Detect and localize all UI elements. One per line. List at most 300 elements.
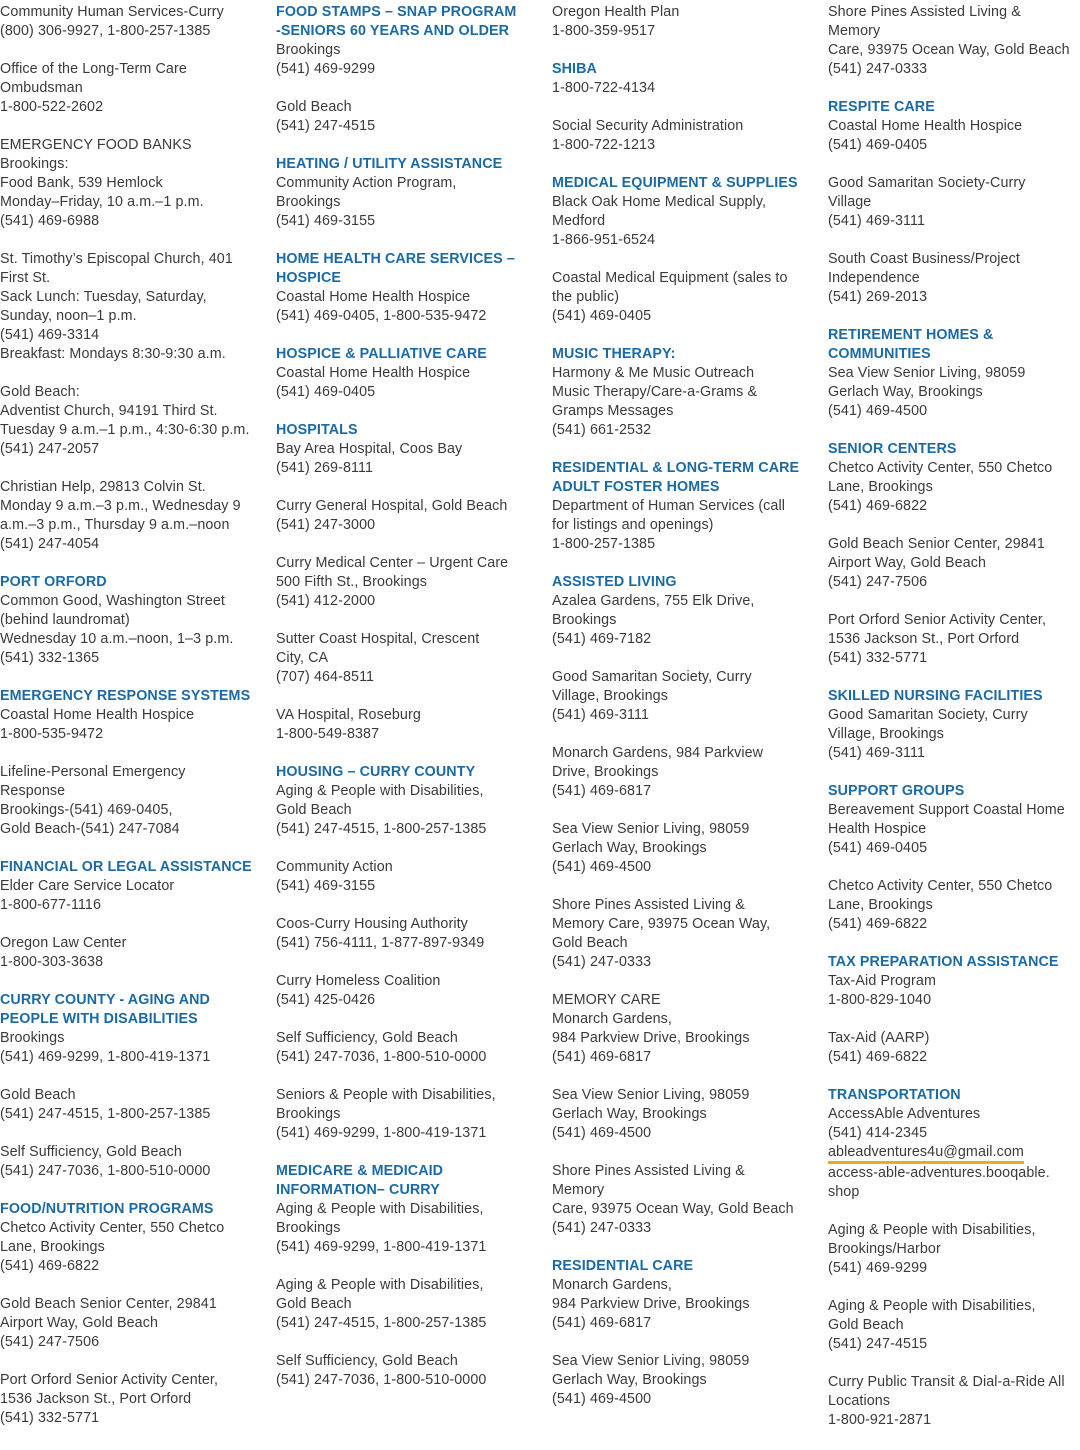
entry-text: (541) 469-9299, 1-800-419-1371 xyxy=(276,1239,487,1255)
entry-text: Good Samaritan Society, Curry xyxy=(552,669,752,685)
entry-text: for listings and openings) xyxy=(552,517,714,533)
entry-text: (800) 306-9927, 1-800-257-1385 xyxy=(0,23,211,39)
entry-text: (541) 469-6817 xyxy=(552,1049,652,1065)
spacer xyxy=(0,1067,250,1086)
section-heading: INFORMATION– CURRY xyxy=(276,1182,440,1198)
section-heading: CURRY COUNTY - AGING AND xyxy=(0,992,210,1008)
entry-text: Common Good, Washington Street xyxy=(0,593,225,609)
entry-text: Office of the Long-Term Care xyxy=(0,61,187,77)
entry-text: 1-800-829-1040 xyxy=(828,992,932,1008)
section-heading: TRANSPORTATION xyxy=(828,1087,961,1103)
entry-text: Medford xyxy=(552,213,606,229)
section-heading: HOUSING – CURRY COUNTY xyxy=(276,764,476,780)
entry-text: Aging & People with Disabilities, xyxy=(828,1222,1036,1238)
spacer xyxy=(828,79,1078,98)
entry-text: Independence xyxy=(828,270,920,286)
entry-text: Aging & People with Disabilities, xyxy=(276,1277,484,1293)
entry-text: Good Samaritan Society, Curry xyxy=(828,707,1028,723)
entry-text: (behind laundromat) xyxy=(0,612,130,628)
entry-text: Bay Area Hospital, Coos Bay xyxy=(276,441,463,457)
entry-text: Lane, Brookings xyxy=(828,479,933,495)
entry-text: Ombudsman xyxy=(0,80,83,96)
spacer xyxy=(0,1276,250,1295)
entry-text: Health Hospice xyxy=(828,821,927,837)
entry-text: Community Action xyxy=(276,859,393,875)
entry-text: Coastal Home Health Hospice xyxy=(828,118,1023,134)
spacer xyxy=(552,250,802,269)
entry-text: (541) 469-4500 xyxy=(552,1391,652,1407)
entry-text: Food Bank, 539 Hemlock xyxy=(0,175,163,191)
entry-text: Care, 93975 Ocean Way, Gold Beach xyxy=(552,1201,794,1217)
entry-text: (541) 756-4111, 1-877-897-9349 xyxy=(276,935,485,951)
entry-text: (541) 469-3155 xyxy=(276,878,376,894)
entry-text: Black Oak Home Medical Supply, xyxy=(552,194,767,210)
entry-text: (541) 412-2000 xyxy=(276,593,376,609)
entry-text: (541) 247-7036, 1-800-510-0000 xyxy=(276,1049,487,1065)
entry-text: Gold Beach xyxy=(276,99,352,115)
email-link[interactable]: ableadventures4u@gmail.com xyxy=(828,1144,1024,1164)
entry-text: Elder Care Service Locator xyxy=(0,878,175,894)
entry-text: (541) 414-2345 xyxy=(828,1125,928,1141)
spacer xyxy=(0,839,250,858)
entry-text: Brookings-(541) 469-0405, xyxy=(0,802,173,818)
entry-text: Locations xyxy=(828,1393,891,1409)
spacer xyxy=(276,402,526,421)
entry-text: (541) 469-6822 xyxy=(828,916,928,932)
spacer xyxy=(0,41,250,60)
spacer xyxy=(828,231,1078,250)
spacer xyxy=(276,478,526,497)
spacer xyxy=(276,1257,526,1276)
section-heading: SKILLED NURSING FACILITIES xyxy=(828,688,1043,704)
entry-text: (541) 247-4054 xyxy=(0,536,100,552)
spacer xyxy=(552,440,802,459)
entry-text: (541) 247-4515, 1-800-257-1385 xyxy=(0,1106,211,1122)
entry-text: Gold Beach-(541) 247-7084 xyxy=(0,821,180,837)
spacer xyxy=(552,1333,802,1352)
entry-text: Gold Beach xyxy=(828,1317,904,1333)
entry-text: (541) 469-9299, 1-800-419-1371 xyxy=(0,1049,211,1065)
section-heading: COMMUNITIES xyxy=(828,346,931,362)
entry-text: (541) 332-5771 xyxy=(0,1410,100,1426)
entry-text: Gold Beach xyxy=(276,1296,352,1312)
spacer xyxy=(276,744,526,763)
entry-text: 1536 Jackson St., Port Orford xyxy=(828,631,1020,647)
entry-text: Brookings xyxy=(276,1106,341,1122)
section-heading: ADULT FOSTER HOMES xyxy=(552,479,720,495)
entry-text: Tax-Aid (AARP) xyxy=(828,1030,930,1046)
entry-text: Gold Beach xyxy=(0,1087,76,1103)
entry-text: Gold Beach xyxy=(552,935,628,951)
entry-text: the public) xyxy=(552,289,620,305)
entry-text: Wednesday 10 a.m.–noon, 1–3 p.m. xyxy=(0,631,234,647)
entry-text: (541) 469-0405 xyxy=(828,137,928,153)
spacer xyxy=(276,535,526,554)
entry-text: (541) 247-4515, 1-800-257-1385 xyxy=(276,1315,487,1331)
spacer xyxy=(552,155,802,174)
entry-text: 1-800-535-9472 xyxy=(0,726,104,742)
entry-text: South Coast Business/Project xyxy=(828,251,1020,267)
entry-text: Oregon Law Center xyxy=(0,935,127,951)
section-heading: TAX PREPARATION ASSISTANCE xyxy=(828,954,1059,970)
entry-text: Gerlach Way, Brookings xyxy=(552,1372,707,1388)
entry-text: Shore Pines Assisted Living & xyxy=(828,4,1021,20)
entry-text: Coastal Home Health Hospice xyxy=(276,365,471,381)
entry-text: Drive, Brookings xyxy=(552,764,659,780)
spacer xyxy=(276,1143,526,1162)
entry-text: (541) 247-7036, 1-800-510-0000 xyxy=(276,1372,487,1388)
entry-text: Curry Public Transit & Dial-a-Ride All xyxy=(828,1374,1065,1390)
entry-text: 1-800-921-2871 xyxy=(828,1412,932,1428)
entry-text: (541) 247-4515 xyxy=(828,1336,928,1352)
entry-text: (541) 247-3000 xyxy=(276,517,376,533)
entry-text: Curry Medical Center – Urgent Care xyxy=(276,555,509,571)
entry-text: 1-866-951-6524 xyxy=(552,232,656,248)
spacer xyxy=(0,668,250,687)
spacer xyxy=(828,307,1078,326)
section-heading: PEOPLE WITH DISABILITIES xyxy=(0,1011,198,1027)
entry-text: Tax-Aid Program xyxy=(828,973,936,989)
entry-text: 1-800-359-9517 xyxy=(552,23,656,39)
section-heading: SUPPORT GROUPS xyxy=(828,783,965,799)
entry-text: (541) 332-5771 xyxy=(828,650,928,666)
spacer xyxy=(276,687,526,706)
entry-text: Memory Care, 93975 Ocean Way, xyxy=(552,916,771,932)
entry-text: Brookings xyxy=(552,612,617,628)
entry-text: Sunday, noon–1 p.m. xyxy=(0,308,137,324)
entry-text: Community Action Program, xyxy=(276,175,457,191)
entry-text: (541) 469-3111 xyxy=(828,745,926,761)
spacer xyxy=(552,554,802,573)
entry-text: Sea View Senior Living, 98059 xyxy=(828,365,1026,381)
entry-text: Good Samaritan Society-Curry xyxy=(828,175,1026,191)
entry-text: 1-800-303-3638 xyxy=(0,954,104,970)
spacer xyxy=(828,1278,1078,1297)
entry-text: (541) 469-4500 xyxy=(552,1125,652,1141)
spacer xyxy=(828,421,1078,440)
entry-text: Port Orford Senior Activity Center, xyxy=(0,1372,219,1388)
entry-text: Monday–Friday, 10 a.m.–1 p.m. xyxy=(0,194,204,210)
spacer xyxy=(552,1143,802,1162)
entry-text: City, CA xyxy=(276,650,329,666)
entry-text: Aging & People with Disabilities, xyxy=(276,783,484,799)
entry-text: a.m.–3 p.m., Thursday 9 a.m.–noon xyxy=(0,517,230,533)
entry-text: MEMORY CARE xyxy=(552,992,661,1008)
spacer xyxy=(552,1067,802,1086)
entry-text: (541) 469-0405 xyxy=(828,840,928,856)
entry-text: (541) 425-0426 xyxy=(276,992,376,1008)
entry-text: Monarch Gardens, xyxy=(552,1277,673,1293)
entry-text: (541) 469-9299 xyxy=(828,1260,928,1276)
spacer xyxy=(0,364,250,383)
entry-text: (541) 469-6817 xyxy=(552,783,652,799)
entry-text: shop xyxy=(828,1184,860,1200)
entry-text: 1-800-522-2602 xyxy=(0,99,104,115)
directory-column-4 xyxy=(828,3,1078,1430)
section-heading: FOOD STAMPS – SNAP PROGRAM xyxy=(276,4,517,20)
entry-text: (541) 332-1365 xyxy=(0,650,100,666)
entry-text: Azalea Gardens, 755 Elk Drive, xyxy=(552,593,755,609)
entry-text: Self Sufficiency, Gold Beach xyxy=(0,1144,182,1160)
entry-text: Gold Beach Senior Center, 29841 xyxy=(828,536,1045,552)
email-link-line xyxy=(828,1143,1078,1164)
entry-text: Memory xyxy=(828,23,881,39)
entry-text: (541) 269-2013 xyxy=(828,289,928,305)
entry-text: (541) 469-4500 xyxy=(552,859,652,875)
entry-text: Chetco Activity Center, 550 Chetco xyxy=(828,878,1053,894)
entry-text: Sea View Senior Living, 98059 xyxy=(552,821,750,837)
entry-text: Self Sufficiency, Gold Beach xyxy=(276,1030,458,1046)
section-heading: FOOD/NUTRITION PROGRAMS xyxy=(0,1201,214,1217)
spacer xyxy=(828,763,1078,782)
entry-text: Memory xyxy=(552,1182,605,1198)
entry-text: VA Hospital, Roseburg xyxy=(276,707,421,723)
entry-text: Brookings xyxy=(276,194,341,210)
spacer xyxy=(276,79,526,98)
spacer xyxy=(828,516,1078,535)
spacer xyxy=(828,592,1078,611)
section-heading: HOSPITALS xyxy=(276,422,358,438)
directory-column-3 xyxy=(552,3,802,1409)
entry-text: Sea View Senior Living, 98059 xyxy=(552,1353,750,1369)
entry-text: (541) 247-0333 xyxy=(552,954,652,970)
entry-text: Village xyxy=(828,194,872,210)
section-heading: RESPITE CARE xyxy=(828,99,935,115)
entry-text: Sack Lunch: Tuesday, Saturday, xyxy=(0,289,207,305)
entry-text: (541) 247-7506 xyxy=(828,574,928,590)
spacer xyxy=(0,1124,250,1143)
spacer xyxy=(552,649,802,668)
spacer xyxy=(552,41,802,60)
entry-text: (541) 469-9299 xyxy=(276,61,376,77)
spacer xyxy=(552,972,802,991)
entry-text: Community Human Services-Curry xyxy=(0,4,224,20)
spacer xyxy=(0,972,250,991)
entry-text: Bereavement Support Coastal Home xyxy=(828,802,1065,818)
entry-text: (541) 469-6822 xyxy=(828,1049,928,1065)
spacer xyxy=(828,668,1078,687)
section-heading: HEATING / UTILITY ASSISTANCE xyxy=(276,156,503,172)
entry-text: Seniors & People with Disabilities, xyxy=(276,1087,496,1103)
entry-text: Shore Pines Assisted Living & xyxy=(552,897,745,913)
section-heading: SENIOR CENTERS xyxy=(828,441,957,457)
spacer xyxy=(0,231,250,250)
entry-text: Christian Help, 29813 Colvin St. xyxy=(0,479,206,495)
entry-text: 1-800-677-1116 xyxy=(0,897,102,913)
entry-text: Brookings xyxy=(276,42,341,58)
section-heading: MEDICAL EQUIPMENT & SUPPLIES xyxy=(552,175,798,191)
entry-text: Coastal Home Health Hospice xyxy=(276,289,471,305)
entry-text: Gold Beach xyxy=(276,802,352,818)
spacer xyxy=(552,1238,802,1257)
entry-text: Lifeline-Personal Emergency xyxy=(0,764,186,780)
entry-text: (541) 469-3314 xyxy=(0,327,100,343)
entry-text: Aging & People with Disabilities, xyxy=(276,1201,484,1217)
entry-text: Brookings: xyxy=(0,156,69,172)
spacer xyxy=(0,459,250,478)
spacer xyxy=(276,231,526,250)
entry-text: (541) 469-6817 xyxy=(552,1315,652,1331)
spacer xyxy=(276,326,526,345)
spacer xyxy=(0,554,250,573)
spacer xyxy=(0,744,250,763)
spacer xyxy=(276,896,526,915)
section-heading: SHIBA xyxy=(552,61,597,77)
section-heading: FINANCIAL OR LEGAL ASSISTANCE xyxy=(0,859,252,875)
entry-text: 1536 Jackson St., Port Orford xyxy=(0,1391,192,1407)
entry-text: 984 Parkview Drive, Brookings xyxy=(552,1296,750,1312)
entry-text: (541) 469-0405 xyxy=(276,384,376,400)
spacer xyxy=(828,858,1078,877)
entry-text: Gold Beach: xyxy=(0,384,80,400)
spacer xyxy=(276,839,526,858)
spacer xyxy=(0,117,250,136)
spacer xyxy=(552,98,802,117)
entry-text: Adventist Church, 94191 Third St. xyxy=(0,403,218,419)
section-heading: RESIDENTIAL & LONG-TERM CARE xyxy=(552,460,800,476)
entry-text: Coastal Medical Equipment (sales to xyxy=(552,270,788,286)
entry-text: (707) 464-8511 xyxy=(276,669,375,685)
entry-text: EMERGENCY FOOD BANKS xyxy=(0,137,192,153)
entry-text: (541) 469-0405, 1-800-535-9472 xyxy=(276,308,487,324)
section-heading: HOSPICE xyxy=(276,270,342,286)
spacer xyxy=(276,1067,526,1086)
entry-text: (541) 469-3111 xyxy=(552,707,650,723)
spacer xyxy=(0,1181,250,1200)
entry-text: St. Timothy’s Episcopal Church, 401 xyxy=(0,251,233,267)
entry-text: Village, Brookings xyxy=(828,726,944,742)
entry-text: Monarch Gardens, 984 Parkview xyxy=(552,745,764,761)
entry-text: 1-800-722-4134 xyxy=(552,80,656,96)
entry-text: (541) 469-7182 xyxy=(552,631,652,647)
entry-text: Chetco Activity Center, 550 Chetco xyxy=(0,1220,225,1236)
entry-text: Coastal Home Health Hospice xyxy=(0,707,195,723)
spacer xyxy=(828,1010,1078,1029)
spacer xyxy=(276,611,526,630)
entry-text: Care, 93975 Ocean Way, Gold Beach xyxy=(828,42,1070,58)
entry-text: Brookings/Harbor xyxy=(828,1241,941,1257)
spacer xyxy=(828,1067,1078,1086)
section-heading: HOSPICE & PALLIATIVE CARE xyxy=(276,346,487,362)
section-heading: RESIDENTIAL CARE xyxy=(552,1258,694,1274)
entry-text: Self Sufficiency, Gold Beach xyxy=(276,1353,458,1369)
entry-text: (541) 269-8111 xyxy=(276,460,374,476)
entry-text: Department of Human Services (call xyxy=(552,498,786,514)
entry-text: access-able-adventures.booqable. xyxy=(828,1165,1050,1181)
entry-text: (541) 247-4515, 1-800-257-1385 xyxy=(276,821,487,837)
entry-text: (541) 247-0333 xyxy=(828,61,928,77)
spacer xyxy=(828,1202,1078,1221)
entry-text: Gerlach Way, Brookings xyxy=(552,840,707,856)
entry-text: Shore Pines Assisted Living & xyxy=(552,1163,745,1179)
section-heading: MUSIC THERAPY: xyxy=(552,346,676,362)
entry-text: Gold Beach Senior Center, 29841 xyxy=(0,1296,217,1312)
entry-text: Aging & People with Disabilities, xyxy=(828,1298,1036,1314)
entry-text: Curry General Hospital, Gold Beach xyxy=(276,498,508,514)
entry-text: Gerlach Way, Brookings xyxy=(828,384,983,400)
entry-text: Sutter Coast Hospital, Crescent xyxy=(276,631,480,647)
entry-text: Airport Way, Gold Beach xyxy=(0,1315,159,1331)
entry-text: Monday 9 a.m.–3 p.m., Wednesday 9 xyxy=(0,498,241,514)
entry-text: Gerlach Way, Brookings xyxy=(552,1106,707,1122)
entry-text: Gramps Messages xyxy=(552,403,674,419)
section-heading: MEDICARE & MEDICAID xyxy=(276,1163,444,1179)
entry-text: 1-800-549-8387 xyxy=(276,726,380,742)
section-heading: PORT ORFORD xyxy=(0,574,107,590)
spacer xyxy=(276,136,526,155)
spacer xyxy=(552,326,802,345)
entry-text: Oregon Health Plan xyxy=(552,4,680,20)
entry-text: Brookings xyxy=(0,1030,65,1046)
entry-text: (541) 247-0333 xyxy=(552,1220,652,1236)
entry-text: 984 Parkview Drive, Brookings xyxy=(552,1030,750,1046)
entry-text: 1-800-257-1385 xyxy=(552,536,656,552)
entry-text: 1-800-722-1213 xyxy=(552,137,656,153)
entry-text: Lane, Brookings xyxy=(0,1239,105,1255)
spacer xyxy=(828,155,1078,174)
entry-text: Coos-Curry Housing Authority xyxy=(276,916,468,932)
entry-text: (541) 469-6822 xyxy=(0,1258,100,1274)
spacer xyxy=(0,915,250,934)
entry-text: Port Orford Senior Activity Center, xyxy=(828,612,1047,628)
entry-text: Social Security Administration xyxy=(552,118,744,134)
entry-text: (541) 247-4515 xyxy=(276,118,376,134)
entry-text: (541) 469-6988 xyxy=(0,213,100,229)
entry-text: (541) 469-6822 xyxy=(828,498,928,514)
spacer xyxy=(828,934,1078,953)
entry-text: 500 Fifth St., Brookings xyxy=(276,574,428,590)
entry-text: (541) 247-7506 xyxy=(0,1334,100,1350)
entry-text: AccessAble Adventures xyxy=(828,1106,981,1122)
section-heading: EMERGENCY RESPONSE SYSTEMS xyxy=(0,688,251,704)
entry-text: (541) 469-9299, 1-800-419-1371 xyxy=(276,1125,487,1141)
entry-text: Tuesday 9 a.m.–1 p.m., 4:30-6:30 p.m. xyxy=(0,422,250,438)
entry-text: Breakfast: Mondays 8:30-9:30 a.m. xyxy=(0,346,226,362)
entry-text: Village, Brookings xyxy=(552,688,668,704)
entry-text: (541) 469-4500 xyxy=(828,403,928,419)
entry-text: (541) 469-3155 xyxy=(276,213,376,229)
section-heading: HOME HEALTH CARE SERVICES – xyxy=(276,251,515,267)
section-heading: RETIREMENT HOMES & xyxy=(828,327,994,343)
entry-text: (541) 247-7036, 1-800-510-0000 xyxy=(0,1163,211,1179)
entry-text: Music Therapy/Care-a-Grams & xyxy=(552,384,758,400)
spacer xyxy=(552,725,802,744)
entry-text: Chetco Activity Center, 550 Chetco xyxy=(828,460,1053,476)
entry-text: (541) 469-3111 xyxy=(828,213,926,229)
entry-text: Airport Way, Gold Beach xyxy=(828,555,987,571)
spacer xyxy=(552,877,802,896)
entry-text: (541) 469-0405 xyxy=(552,308,652,324)
directory-column-1 xyxy=(0,3,250,1428)
spacer xyxy=(828,1354,1078,1373)
spacer xyxy=(276,1010,526,1029)
directory-column-2 xyxy=(276,3,526,1390)
spacer xyxy=(276,1333,526,1352)
spacer xyxy=(0,1352,250,1371)
entry-text: First St. xyxy=(0,270,51,286)
entry-text: Response xyxy=(0,783,66,799)
spacer xyxy=(276,953,526,972)
entry-text: Sea View Senior Living, 98059 xyxy=(552,1087,750,1103)
entry-text: Harmony & Me Music Outreach xyxy=(552,365,755,381)
section-heading: ASSISTED LIVING xyxy=(552,574,677,590)
section-heading: -SENIORS 60 YEARS AND OLDER xyxy=(276,23,510,39)
spacer xyxy=(552,801,802,820)
entry-text: (541) 247-2057 xyxy=(0,441,100,457)
entry-text: Brookings xyxy=(276,1220,341,1236)
entry-text: Monarch Gardens, xyxy=(552,1011,673,1027)
entry-text: (541) 661-2532 xyxy=(552,422,652,438)
